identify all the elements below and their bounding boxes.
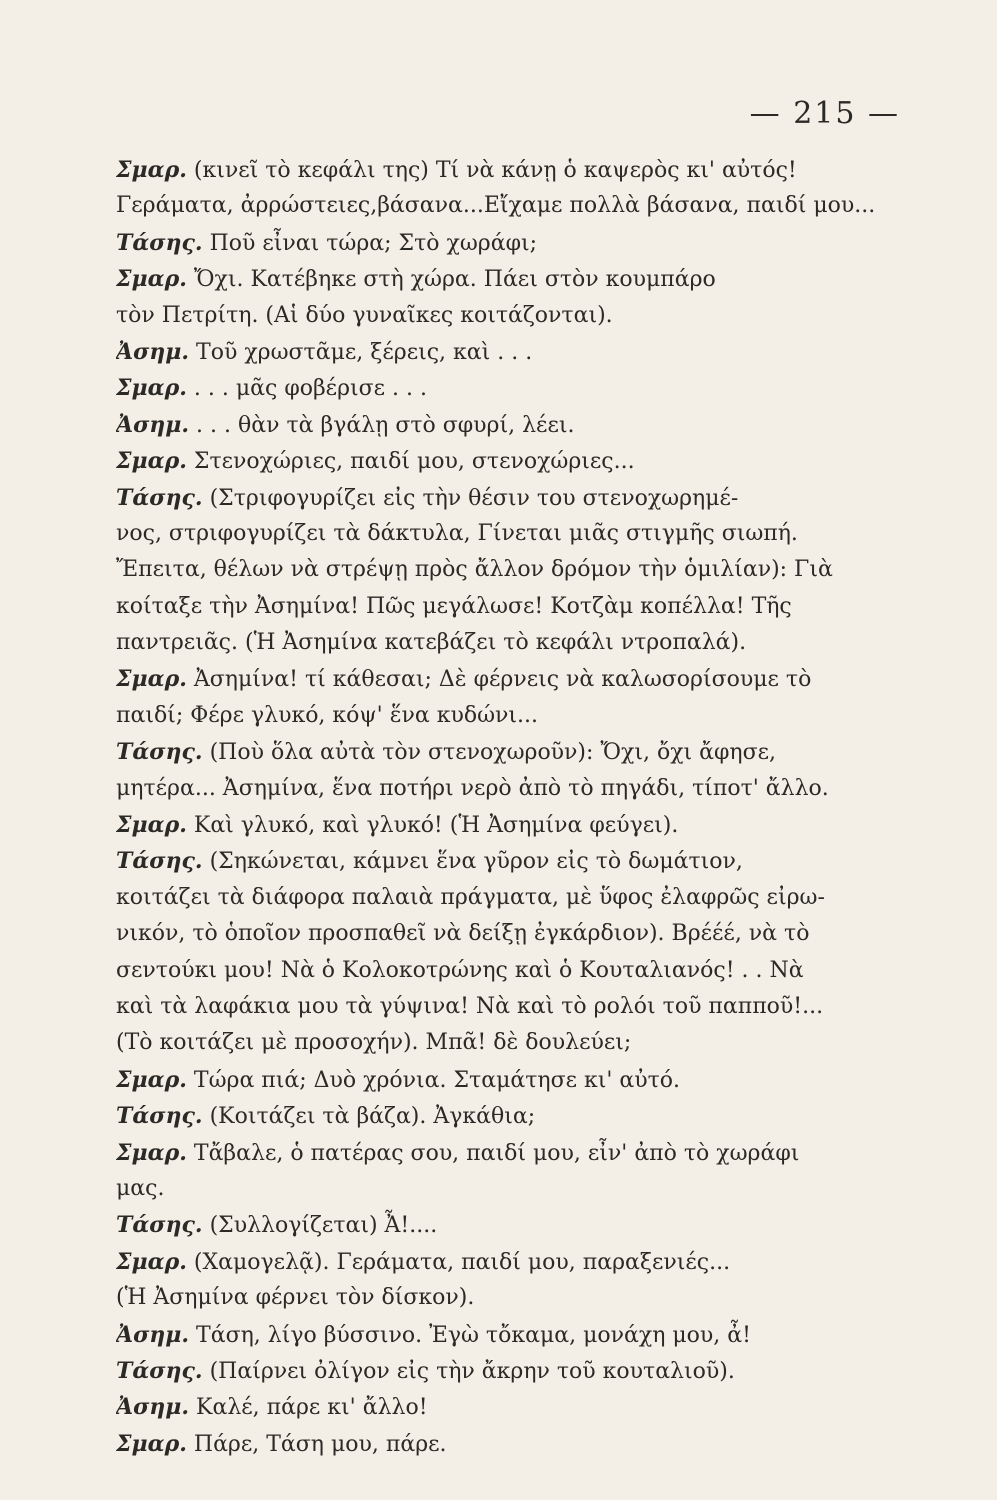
text-line <box>116 771 876 807</box>
line-text: νικόν, τὸ ὁποῖον προσπαθεῖ νὰ δείξῃ ἐγκάρδιον). Βρέέέ, νὰ τὸ <box>116 921 810 947</box>
line-text: Τάση, λίγο βύσσινο. Ἐγὼ τὄκαμα, μονάχη μου, ἆ! <box>196 1322 751 1348</box>
speaker-name: Τάσης. <box>116 484 203 511</box>
line-text: (Κοιτάζει τὰ βάζα). Ἀγκάθια; <box>209 1104 536 1130</box>
text-line <box>116 334 876 370</box>
text-line <box>116 1353 876 1389</box>
speaker-name: Ἀσημ. <box>116 1394 190 1421</box>
line-text: (Τὸ κοιτάζει μὲ προσοχήν). Μπᾶ! δὲ δουλεύει; <box>116 1030 632 1056</box>
speaker-name: Σμαρ. <box>116 666 187 693</box>
line-text: τὸν Πετρίτη. (Αἱ δύο γυναῖκες κοιτάζονται). <box>116 302 613 328</box>
text-line <box>116 880 876 916</box>
text-line <box>116 188 876 224</box>
text-line <box>116 953 876 989</box>
line-text: Ὄχι. Κατέβηκε στὴ χώρα. Πάει στὸν κουμπάρο <box>193 267 716 293</box>
text-line <box>116 661 876 697</box>
line-text: . . . θὰν τὰ βγάλῃ στὸ σφυρί, λέει. <box>196 412 575 438</box>
line-text: (Ἡ Ἀσημίνα φέρνει τὸν δίσκον). <box>116 1285 475 1311</box>
text-line <box>116 625 876 661</box>
speaker-name: Σμαρ. <box>116 266 187 293</box>
line-text: σεντούκι μου! Νὰ ὁ Κολοκοτρώνης καὶ ὁ Κουταλιανός! . . Νὰ <box>116 957 804 983</box>
text-line <box>116 516 876 552</box>
line-text: καὶ τὰ λαφάκια μου τὰ γύψινα! Νὰ καὶ τὸ ρολόι τοῦ παπποῦ!... <box>116 993 824 1019</box>
line-text: Καλέ, πάρε κι' ἄλλο! <box>196 1395 428 1421</box>
speaker-name: Τάσης. <box>116 1212 203 1239</box>
text-line <box>116 1317 876 1353</box>
speaker-name: Τάσης. <box>116 1103 203 1130</box>
speaker-name: Τάσης. <box>116 848 203 875</box>
line-text: (Συλλογίζεται) Ἆ!.... <box>209 1213 438 1239</box>
line-text: Τώρα πιά; Δυὸ χρόνια. Σταμάτησε κι' αὐτό. <box>193 1067 681 1093</box>
speaker-name: Σμαρ. <box>116 1139 187 1166</box>
text-line <box>116 1171 876 1207</box>
line-text: Πάρε, Τάση μου, πάρε. <box>193 1431 447 1457</box>
text-line <box>116 225 876 261</box>
speaker-name: Τάσης. <box>116 1357 203 1384</box>
text-line <box>116 152 876 188</box>
line-text: παιδί; Φέρε γλυκό, κόψ' ἕνα κυδώνι... <box>116 702 539 728</box>
line-text: (Σηκώνεται, κάμνει ἕνα γῦρον εἰς τὸ δωμάτιον, <box>209 849 743 875</box>
text-line <box>116 1098 876 1134</box>
text-line <box>116 407 876 443</box>
text-line <box>116 443 876 479</box>
line-text: (Χαμογελᾷ). Γεράματα, παιδί μου, παραξενιές... <box>193 1249 731 1275</box>
play-text <box>116 152 876 1462</box>
line-text: Τοῦ χρωστᾶμε, ξέρεις, καὶ . . . <box>196 339 533 365</box>
speaker-name: Σμαρ. <box>116 448 187 475</box>
text-line <box>116 370 876 406</box>
text-line <box>116 1207 876 1243</box>
line-text: (Ποὺ ὅλα αὐτὰ τὸν στενοχωροῦν): Ὄχι, ὄχι ἄφησε, <box>209 740 777 766</box>
line-text: κοίταξε τὴν Ἀσημίνα! Πῶς μεγάλωσε! Κοτζὰμ κοπέλλα! Τῆς <box>116 593 792 619</box>
speaker-name: Σμαρ. <box>116 157 187 183</box>
text-line <box>116 1135 876 1171</box>
text-line <box>116 1062 876 1098</box>
text-line <box>116 698 876 734</box>
line-text: (κινεῖ τὸ κεφάλι της) Τί νὰ κάνῃ ὁ καψερὸς κι' αὐτός! <box>193 158 797 183</box>
text-line <box>116 298 876 334</box>
speaker-name: Σμαρ. <box>116 375 187 402</box>
line-text: (Στριφογυρίζει εἰς τὴν θέσιν του στενοχωρημέ- <box>209 485 739 511</box>
text-line <box>116 989 876 1025</box>
line-text: μητέρα... Ἀσημίνα, ἕνα ποτήρι νερὸ ἀπὸ τὸ πηγάδι, τίποτ' ἄλλο. <box>116 775 829 801</box>
page-number: — 215 — <box>749 96 900 131</box>
text-line <box>116 807 876 843</box>
line-text: Γεράματα, ἀρρώστειες,βάσανα...Εἴχαμε πολλὰ βάσανα, παιδί μου... <box>116 193 876 219</box>
speaker-name: Σμαρ. <box>116 1248 187 1275</box>
speaker-name: Τάσης. <box>116 739 203 766</box>
line-text: μας. <box>116 1175 165 1201</box>
text-line <box>116 916 876 952</box>
speaker-name: Ἀσημ. <box>116 338 190 365</box>
line-text: Ποῦ εἶναι τώρα; Στὸ χωράφι; <box>209 230 538 256</box>
text-line <box>116 261 876 297</box>
speaker-name: Σμαρ. <box>116 1430 187 1457</box>
text-line <box>116 734 876 770</box>
text-line <box>116 480 876 516</box>
text-line <box>116 1389 876 1425</box>
text-line <box>116 1244 876 1280</box>
line-text: . . . μᾶς φοβέρισε . . . <box>193 376 428 402</box>
text-line <box>116 552 876 588</box>
line-text: Καὶ γλυκό, καὶ γλυκό! (Ἡ Ἀσημίνα φεύγει). <box>193 813 679 839</box>
line-text: Ἔπειτα, θέλων νὰ στρέψῃ πρὸς ἄλλον δρόμον τὴν ὁμιλίαν): Γιὰ <box>116 557 833 583</box>
text-line <box>116 589 876 625</box>
line-text: κοιτάζει τὰ διάφορα παλαιὰ πράγματα, μὲ ὕφος ἐλαφρῶς εἰρω- <box>116 884 825 910</box>
text-line <box>116 843 876 879</box>
line-text: Στενοχώριες, παιδί μου, στενοχώριες... <box>193 449 635 475</box>
line-text: Ἀσημίνα! τί κάθεσαι; Δὲ φέρνεις νὰ καλωσορίσουμε τὸ <box>193 667 812 693</box>
speaker-name: Σμαρ. <box>116 1066 187 1093</box>
text-line <box>116 1426 876 1462</box>
speaker-name: Ἀσημ. <box>116 411 190 438</box>
text-line <box>116 1025 876 1061</box>
line-text: νος, στριφογυρίζει τὰ δάκτυλα, Γίνεται μιᾶς στιγμῆς σιωπή. <box>116 520 798 546</box>
line-text: (Παίρνει ὀλίγον εἰς τὴν ἄκρην τοῦ κουταλιοῦ). <box>209 1358 735 1384</box>
line-text: παντρειᾶς. (Ἡ Ἀσημίνα κατεβάζει τὸ κεφάλι ντροπαλά). <box>116 630 747 656</box>
speaker-name: Τάσης. <box>116 229 203 256</box>
line-text: Τἄβαλε, ὁ πατέρας σου, παιδί μου, εἶν' ἀπὸ τὸ χωράφι <box>193 1140 800 1166</box>
text-line <box>116 1280 876 1316</box>
speaker-name: Ἀσημ. <box>116 1321 190 1348</box>
speaker-name: Σμαρ. <box>116 812 187 839</box>
